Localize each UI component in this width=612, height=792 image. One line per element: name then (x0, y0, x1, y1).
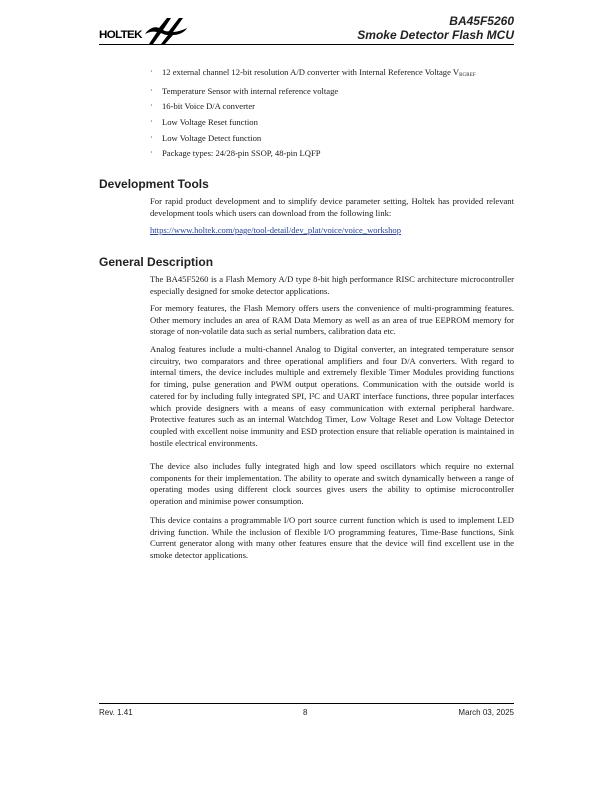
feature-list (150, 67, 520, 164)
subscript: BGREF (459, 73, 476, 78)
part-number: BA45F5260 (449, 14, 514, 28)
bullet-icon: · (150, 67, 153, 76)
description-paragraph-4: The device also includes fully integrated high and low speed oscillators which require no external components for their implementation. The ability to operate and switch dynamically between a range of operating modes using different clock sources gives users the ability to optimise microcontroller operation and minimise power consumption. (150, 461, 514, 507)
revision-label: Rev. 1.41 (99, 708, 133, 717)
development-tools-paragraph: For rapid product development and to simplify device parameter setting, Holtek has provided relevant development tools which users can download from the following link: (150, 196, 514, 218)
bullet-icon: · (150, 85, 153, 95)
feature-item: · Temperature Sensor with internal reference voltage (150, 85, 339, 96)
bullet-icon: · (150, 117, 153, 127)
holtek-logo-icon (143, 14, 189, 44)
feature-item: · Low Voltage Reset function (150, 117, 258, 128)
revision-date: March 03, 2025 (458, 708, 514, 717)
description-paragraph-2: For memory features, the Flash Memory offers users the convenience of multi-programming features. Other memory includes an area of RAM Data Memory as well as an area of true EEPROM memory for storage of non-volatile data such as serial numbers, calibration data etc. (150, 303, 514, 337)
logo-wordmark: HOLTEK (99, 29, 142, 41)
footer-divider (99, 703, 514, 704)
description-paragraph-1: The BA45F5260 is a Flash Memory A/D type 8-bit high performance RISC architecture microcontroller especially designed for smoke detector applications. (150, 274, 514, 296)
holtek-logo (99, 14, 189, 44)
page-header (99, 12, 514, 44)
bullet-icon: · (150, 101, 153, 111)
product-title: Smoke Detector Flash MCU (357, 28, 514, 42)
feature-item: · Package types: 24/28-pin SSOP, 48-pin LQFP (150, 148, 321, 159)
bullet-icon: · (150, 132, 153, 142)
workshop-download-link[interactable]: https://www.holtek.com/page/tool-detail/dev_plat/voice/voice_workshop (150, 225, 401, 235)
bullet-icon: · (150, 148, 153, 158)
description-paragraph-5: This device contains a programmable I/O port source current function which is used to implement LED driving function. While the inclusion of flexible I/O programming features, Time-Base functions, Sink Current generator along with many other features ensure that the device will find excellent use in the smoke detector applications. (150, 515, 514, 561)
feature-item: · Low Voltage Detect function (150, 132, 262, 143)
description-paragraph-3: Analog features include a multi-channel Analog to Digital converter, an integrated temperature sensor circuitry, two comparators and three operational amplifiers and four D/A converters. With regard to internal timers, the device includes multiple and extremely flexible Timer Modules providing functions for timing, pulse generation and PWM output operations. Communication with the outside world is catered for by including fully integrated SPI, I²C and UART interface functions, three popular interfaces which provide designers with a means of easy communication with external peripheral hardware. Protective features such as an internal Watchdog Timer, Low Voltage Reset and Low Voltage Detector coupled with excellent noise immunity and ESD protection ensure that reliable operation is maintained in hostile electrical environments. (150, 344, 514, 448)
development-tools-heading: Development Tools (99, 177, 209, 191)
page-number: 8 (303, 708, 308, 717)
feature-item: · 16-bit Voice D/A converter (150, 101, 255, 112)
header-divider (99, 44, 514, 45)
general-description-heading: General Description (99, 255, 214, 269)
feature-item: · 12 external channel 12-bit resolution A/D converter with Internal Reference Voltage VBGREF (150, 67, 476, 78)
document-title (357, 14, 514, 42)
